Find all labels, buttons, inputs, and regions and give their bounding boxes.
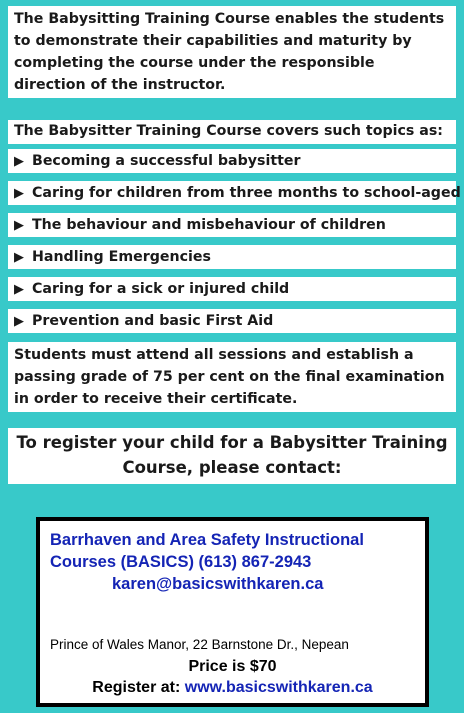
register-label: Register at: — [92, 679, 181, 696]
arrow-icon: ▶ — [14, 282, 24, 297]
topic-label: Caring for a sick or injured child — [32, 281, 290, 297]
requirement-panel — [8, 342, 456, 412]
intro-text: The Babysitting Training Course enables the students to demonstrate their capabilities and maturity by completing the course under the responsible direction of the instructor. — [14, 11, 445, 93]
topic-label: Prevention and basic First Aid — [32, 313, 274, 329]
intro-panel — [8, 6, 456, 98]
topic-item — [8, 181, 461, 205]
org-phone: Courses (BASICS) (613) 867-2943 — [50, 553, 312, 571]
topic-item — [8, 277, 456, 301]
topic-label: The behaviour and misbehaviour of children — [32, 217, 386, 233]
register-line — [40, 679, 425, 697]
price-text: Price is $70 — [188, 658, 277, 675]
arrow-icon: ▶ — [14, 218, 24, 233]
address-text: Prince of Wales Manor, 22 Barnstone Dr., Nepean — [50, 637, 349, 652]
register-text: To register your child for a Babysitter Training Course, please contact: — [16, 433, 448, 477]
topic-label: Becoming a successful babysitter — [32, 153, 301, 169]
topic-label: Caring for children from three months to school-aged — [32, 185, 461, 201]
topic-label: Handling Emergencies — [32, 249, 211, 265]
website-link[interactable]: www.basicswithkaren.ca — [184, 679, 373, 696]
topic-item — [8, 213, 456, 237]
requirement-text: Students must attend all sessions and establish a passing grade of 75 per cent on the final examination in order to receive their certificate. — [14, 347, 445, 407]
arrow-icon: ▶ — [14, 186, 24, 201]
email-link[interactable]: karen@basicswithkaren.ca — [112, 575, 324, 593]
topic-item — [8, 245, 456, 269]
contact-box — [36, 517, 429, 707]
arrow-icon: ▶ — [14, 250, 24, 265]
arrow-icon: ▶ — [14, 314, 24, 329]
arrow-icon: ▶ — [14, 154, 24, 169]
topic-item — [8, 149, 456, 173]
topics-heading — [8, 120, 456, 144]
register-panel — [8, 428, 456, 484]
topics-heading-text: The Babysitter Training Course covers such topics as: — [14, 123, 443, 139]
topic-item — [8, 309, 456, 333]
org-name: Barrhaven and Area Safety Instructional — [50, 531, 364, 549]
